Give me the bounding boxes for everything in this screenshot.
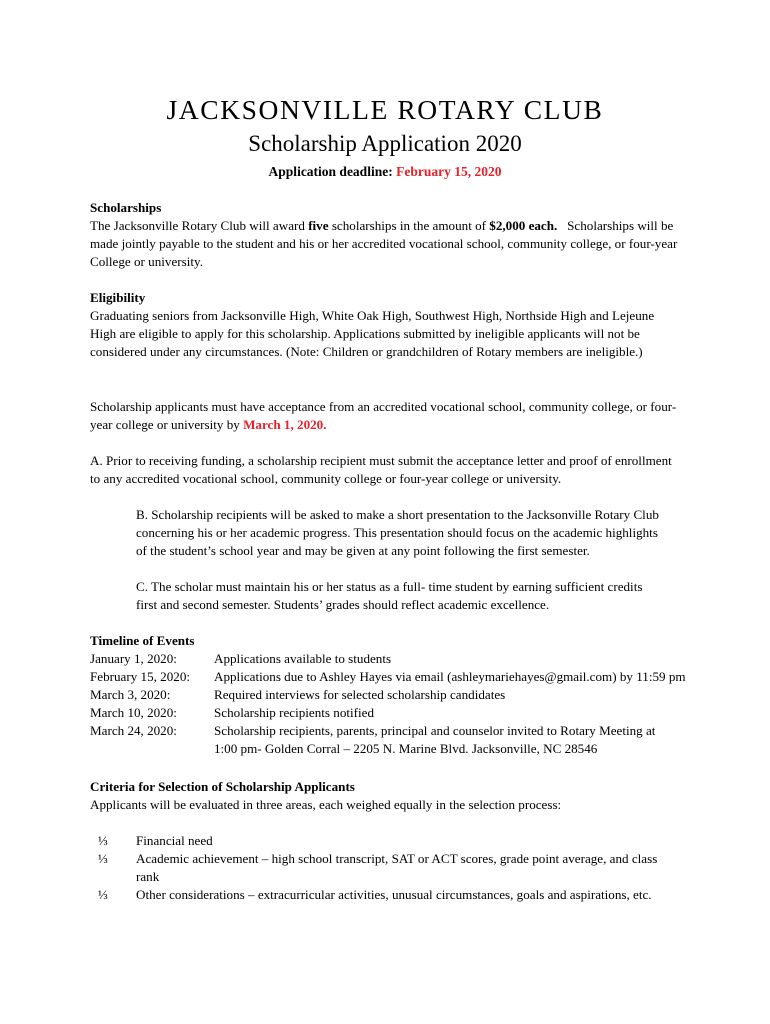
deadline-date: February 15, 2020 [396,164,502,179]
timeline-event: Applications due to Ashley Hayes via email (ashleymariehayes@gmail.com) by 11:59 pm [214,669,686,684]
scholarships-heading: Scholarships [90,200,162,215]
timeline-date: March 3, 2020: [90,687,171,702]
acceptance-text: Scholarship applicants must have acceptance from an accredited vocational school, community college, or four-year college or university by [90,399,677,432]
criteria-text: Financial need [136,833,213,848]
timeline-event: Required interviews for selected scholarship candidates [214,687,506,702]
requirement-b: B. Scholarship recipients will be asked to make a short presentation to the Jacksonville Rotary Club concerning his or her academic progress. This presentation should focus on the academic highlights of the student’s school year and may be given at any point following the first semester. [136,507,659,558]
criteria-heading: Criteria for Selection of Scholarship Applicants [90,779,355,794]
deadline-label: Application deadline: [268,164,393,179]
scholarships-text: The Jacksonville Rotary Club will award five scholarships in the amount of $2,000 each. Scholarships will be made jointly payable to the student and his or her accredited vocational school, community college, or four-year College or university. [90,218,681,269]
organization-title: JACKSONVILLE ROTARY CLUB [166,94,604,125]
application-deadline [0,163,770,181]
scholarships-section [90,199,680,271]
criteria-text: Other considerations – extracurricular activities, unusual circumstances, goals and aspirations, etc. [136,887,652,902]
timeline-date: March 10, 2020: [90,705,177,720]
timeline-event-continued: 1:00 pm- Golden Corral – 2205 N. Marine Blvd. Jacksonville, NC 28546 [214,741,598,756]
acceptance-requirement [90,398,680,434]
criteria-weight: ⅓ [98,851,108,866]
timeline-heading: Timeline of Events [90,633,195,648]
criteria-section [90,778,680,814]
timeline-event: Scholarship recipients notified [214,705,374,720]
eligibility-text: Graduating seniors from Jacksonville High, White Oak High, Southwest High, Northside High and Lejeune High are eligible to apply for this scholarship. Applications submitted by ineligible applicants will not be considered under any circumstances. (Note: Children or grandchildren of Rotary members are ineligible.) [90,308,655,359]
scholarship-count: five [308,218,329,233]
timeline-event: Scholarship recipients, parents, principal and counselor invited to Rotary Meeting at [214,723,656,738]
criteria-intro: Applicants will be evaluated in three areas, each weighed equally in the selection process: [90,797,562,812]
acceptance-date: March 1, 2020. [243,417,327,432]
timeline-date: February 15, 2020: [90,669,191,684]
document-title: Scholarship Application 2020 [248,131,522,156]
requirement-c: C. The scholar must maintain his or her status as a full- time student by earning sufficient credits first and second semester. Students’ grades should reflect academic excellence. [136,579,643,612]
criteria-text: Academic achievement – high school transcript, SAT or ACT scores, grade point average, and class rank [136,851,658,884]
timeline-date: January 1, 2020: [90,651,177,666]
requirement-a: A. Prior to receiving funding, a scholarship recipient must submit the acceptance letter and proof of enrollment to any accredited vocational school, community college or four-year college or university. [90,453,672,486]
scholarship-amount: $2,000 each. [489,218,558,233]
eligibility-heading: Eligibility [90,290,146,305]
timeline-date: March 24, 2020: [90,723,177,738]
eligibility-section [90,289,680,361]
criteria-weight: ⅓ [98,887,108,902]
timeline-event: Applications available to students [214,651,392,666]
criteria-weight: ⅓ [98,833,108,848]
